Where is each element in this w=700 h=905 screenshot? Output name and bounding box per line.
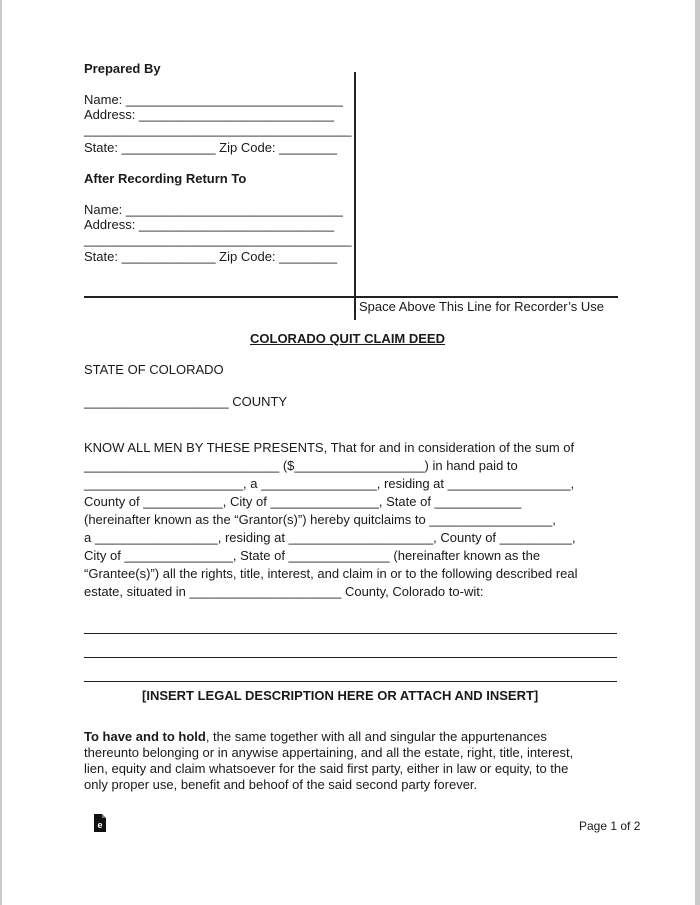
legal-description-line: [84, 657, 617, 658]
body-line-3: ______________________, a ________________, residing at _________________,: [84, 476, 575, 491]
habendum-line-1: [84, 729, 547, 745]
prepared-by-blank: _____________________________________: [84, 122, 352, 137]
legal-description-line: [84, 633, 617, 634]
return-to-state-zip: State: _____________ Zip Code: ________: [84, 249, 337, 264]
prepared-by-heading: Prepared By: [84, 61, 161, 76]
county-line: ____________________ COUNTY: [84, 394, 288, 409]
recorder-divider-horizontal: [84, 296, 618, 298]
page-number: Page 1 of 2: [579, 819, 641, 833]
body-line-8: “Grantee(s)”) all the rights, title, interest, and claim in or to the following described real: [84, 566, 578, 581]
prepared-by-name: Name: ______________________________: [84, 92, 343, 107]
insert-note: [INSERT LEGAL DESCRIPTION HERE OR ATTACH AND INSERT]: [142, 688, 539, 703]
body-line-7: City of _______________, State of ______________ (hereinafter known as the: [84, 548, 541, 563]
habendum-line-3: lien, equity and claim whatsoever for the said first party, either in law or equity, to the: [84, 761, 569, 776]
body-line-2: ___________________________ ($__________________) in hand paid to: [84, 458, 518, 473]
habendum-line-2: thereunto belonging or in anywise appertaining, and all the estate, right, title, interest,: [84, 745, 574, 760]
prepared-by-address: Address: ___________________________: [84, 107, 335, 122]
habendum-lead: To have and to hold: [84, 729, 206, 744]
body-line-4: County of ___________, City of _______________, State of ____________: [84, 494, 522, 509]
habendum-line-1-rest: , the same together with all and singular the appurtenances: [205, 729, 547, 744]
return-to-address: Address: ___________________________: [84, 217, 335, 232]
body-line-9: estate, situated in _____________________ County, Colorado to-wit:: [84, 584, 484, 599]
recorder-note: Space Above This Line for Recorder’s Use: [359, 299, 604, 314]
body-line-6: a _________________, residing at ____________________, County of __________,: [84, 530, 576, 545]
svg-text:e: e: [97, 820, 103, 830]
prepared-by-state-zip: State: _____________ Zip Code: ________: [84, 140, 337, 155]
return-to-blank: _____________________________________: [84, 232, 352, 247]
deed-page: [2, 0, 695, 905]
recorder-divider-vertical: [354, 72, 356, 320]
body-line-5: (hereinafter known as the “Grantor(s)”) hereby quitclaims to _________________,: [84, 512, 556, 527]
eforms-logo-icon: [93, 814, 107, 832]
state-line: STATE OF COLORADO: [84, 362, 224, 377]
deed-title: COLORADO QUIT CLAIM DEED: [250, 331, 445, 346]
return-to-name: Name: ______________________________: [84, 202, 343, 217]
return-to-heading: After Recording Return To: [84, 171, 247, 186]
legal-description-line: [84, 681, 617, 682]
habendum-line-4: only proper use, benefit and behoof of the said second party forever.: [84, 777, 478, 792]
body-line-1: KNOW ALL MEN BY THESE PRESENTS, That for and in consideration of the sum of: [84, 440, 575, 455]
